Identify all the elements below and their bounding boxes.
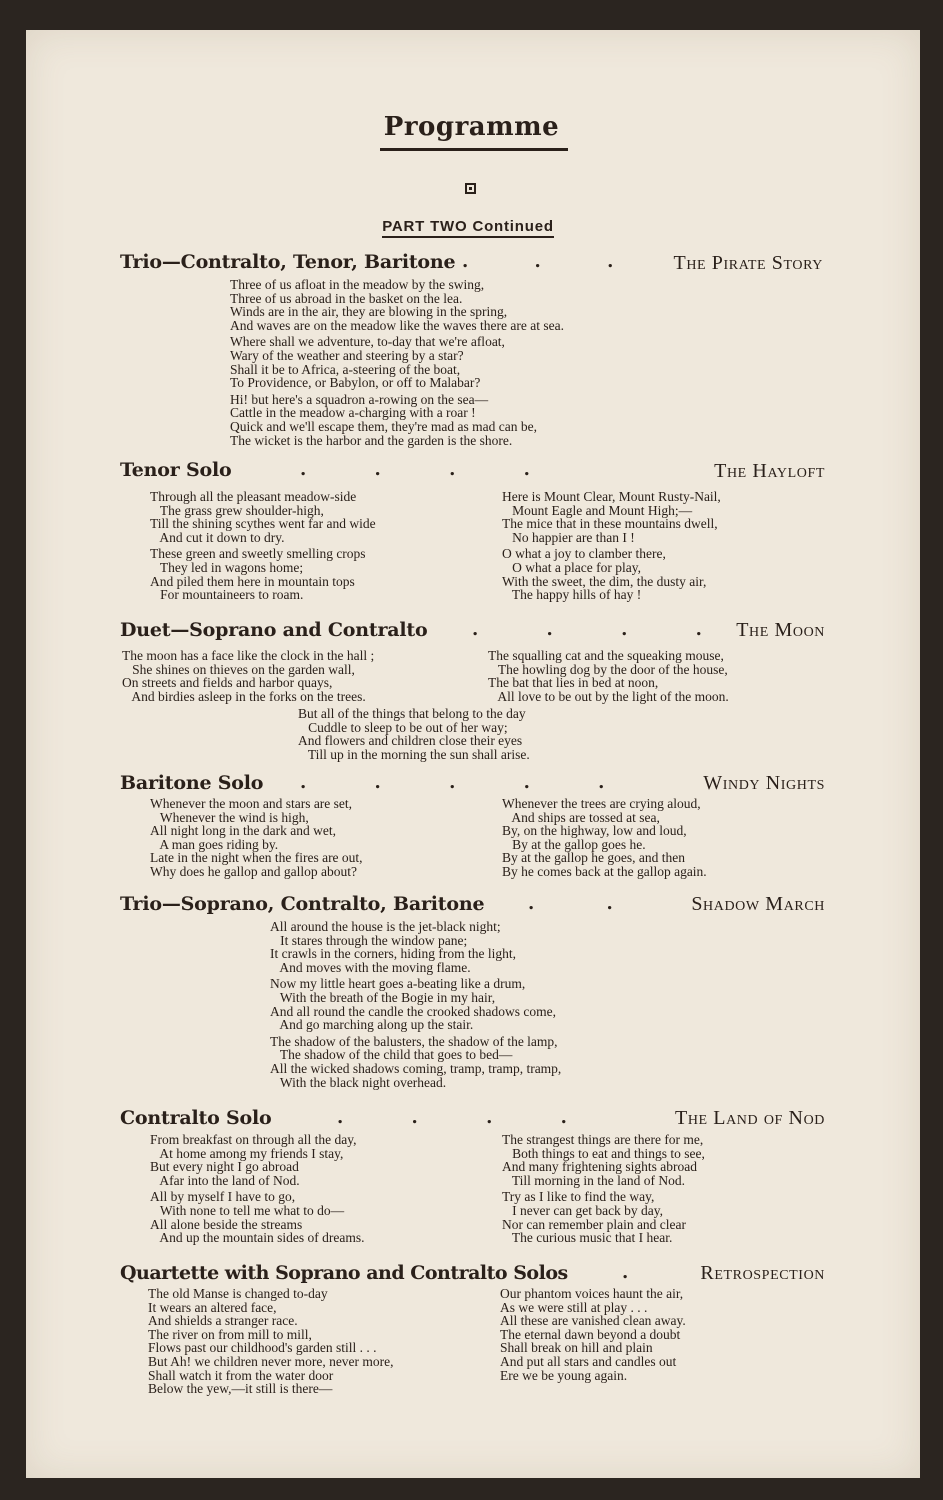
verse-block	[230, 278, 564, 447]
verse-line: O what a place for play,	[502, 559, 641, 575]
verse-line: The old Manse is changed to-day	[148, 1286, 328, 1301]
verse-line: And waves are on the meadow like the waves there are at sea.	[230, 317, 564, 333]
verse-line: And all round the candle the crooked shadows come,	[270, 1003, 557, 1019]
verse-line: I never can get back by day,	[502, 1202, 664, 1218]
verse-line: All these are vanished clean away.	[500, 1313, 686, 1329]
piece-title: The Land of Nod	[675, 1107, 825, 1129]
verse-line: All the wicked shadows coming, tramp, tramp, tramp,	[270, 1060, 562, 1076]
verse-right-column	[502, 490, 721, 602]
verse-line: All love to be out by the light of the moon.	[488, 688, 729, 704]
verse-line: Shall break on hill and plain	[500, 1340, 653, 1356]
verse-line: At home among my friends I stay,	[150, 1145, 344, 1161]
verse-right-column	[488, 649, 729, 703]
verse-line: Flows past our childhood's garden still . . .	[148, 1340, 377, 1356]
verse-line: Shall watch it from the water door	[148, 1367, 334, 1383]
piece-title: Windy Nights	[703, 772, 825, 794]
verse-left-column	[122, 649, 374, 703]
verse-center-block	[298, 707, 530, 761]
verse-line: Try as I like to find the way,	[502, 1189, 655, 1205]
verse-line: And put all stars and candles out	[500, 1353, 677, 1369]
verse-line: Whenever the wind is high,	[150, 809, 309, 825]
verse-line: With the sweet, the dim, the dusty air,	[502, 573, 707, 589]
verse-line: And up the mountain sides of dreams.	[150, 1230, 365, 1246]
piece-voices: Quartette with Soprano and Contralto Solos	[120, 1262, 568, 1284]
verse-line: And many frightening sights abroad	[502, 1159, 697, 1175]
verse-line: The eternal dawn beyond a doubt	[500, 1326, 681, 1342]
verse-line: The moon has a face like the clock in the hall ;	[122, 648, 375, 663]
piece-voices: Trio—Contralto, Tenor, Baritone	[120, 251, 456, 273]
leader-dots: . . . .	[472, 619, 702, 640]
verse-line: On streets and fields and harbor quays,	[122, 675, 333, 691]
verse-line: And go marching along up the stair.	[270, 1017, 474, 1033]
verse-line: Cuddle to sleep to be out of her way;	[298, 719, 508, 735]
piece-voices: Trio—Soprano, Contralto, Baritone	[120, 893, 485, 915]
verse-line: The river on from mill to mill,	[148, 1326, 312, 1342]
verse-line: Three of us afloat in the meadow by the swing,	[230, 277, 485, 292]
piece-title: Shadow March	[691, 893, 825, 915]
leader-dots: . .	[528, 893, 613, 914]
piece-voices: Duet—Soprano and Contralto	[120, 619, 428, 641]
verse-line: But all of the things that belong to the day	[298, 706, 526, 721]
verse-line: Whenever the moon and stars are set,	[150, 796, 353, 811]
verse-line: And moves with the moving flame.	[270, 959, 471, 975]
verse-right-column	[502, 1133, 705, 1245]
verse-line: A man goes riding by.	[150, 836, 279, 852]
verse-line: Below the yew,—it still is there—	[148, 1381, 333, 1397]
verse-line: All by myself I have to go,	[150, 1189, 296, 1205]
verse-line: And piled them here in mountain tops	[150, 573, 355, 589]
verse-line: The wicket is the harbor and the garden is the shore.	[230, 432, 513, 448]
leader-dots: .	[622, 1262, 629, 1283]
verse-line: And ships are tossed at sea,	[502, 809, 660, 825]
verse-line: The squalling cat and the squeaking mouse,	[488, 648, 724, 663]
verse-block	[270, 920, 561, 1089]
verse-line: Shall it be to Africa, a-steering of the boat,	[230, 361, 461, 377]
verse-line: Quick and we'll escape them, they're mad as mad can be,	[230, 418, 537, 434]
verse-line: With the breath of the Bogie in my hair,	[270, 989, 496, 1005]
verse-line: By, on the highway, low and loud,	[502, 823, 687, 839]
square-ornament-icon	[465, 183, 476, 194]
leader-dots: . . . .	[337, 1107, 567, 1128]
verse-line: It wears an altered face,	[148, 1299, 277, 1315]
verse-left-column	[150, 797, 363, 879]
piece-title: Retrospection	[700, 1262, 825, 1284]
verse-line: From breakfast on through all the day,	[150, 1132, 357, 1147]
piece-voices: Contralto Solo	[120, 1107, 272, 1129]
verse-line: By he comes back at the gallop again.	[502, 863, 707, 879]
verse-line: The howling dog by the door of the house,	[488, 661, 728, 677]
verse-line: Nor can remember plain and clear	[502, 1216, 687, 1232]
piece-title: The Hayloft	[714, 460, 825, 482]
verse-line: By at the gallop he goes, and then	[502, 850, 685, 866]
verse-line: Cattle in the meadow a-charging with a roar !	[230, 405, 476, 421]
verse-line: And cut it down to dry.	[150, 529, 285, 545]
verse-line: Three of us abroad in the basket on the lea.	[230, 290, 463, 306]
verse-left-column	[150, 490, 376, 602]
verse-line: Till up in the morning the sun shall arise.	[298, 746, 530, 762]
verse-line: Why does he gallop and gallop about?	[150, 863, 357, 879]
title-underline	[380, 148, 568, 151]
verse-line: Mount Eagle and Mount High;—	[502, 502, 693, 518]
piece-voices: Tenor Solo	[120, 459, 232, 481]
verse-line: With the black night overhead.	[270, 1074, 447, 1090]
verse-line: The mice that in these mountains dwell,	[502, 516, 718, 532]
verse-line: All night long in the dark and wet,	[150, 823, 336, 839]
verse-line: But Ah! we children never more, never more,	[148, 1353, 394, 1369]
verse-line: And birdies asleep in the forks on the trees.	[122, 688, 366, 704]
verse-line: They led in wagons home;	[150, 559, 304, 575]
piece-title: The Moon	[736, 619, 825, 641]
verse-line: And flowers and children close their eyes	[298, 733, 523, 749]
verse-line: Till the shining scythes went far and wide	[150, 516, 376, 532]
verse-line: Ere we be young again.	[500, 1367, 628, 1383]
verse-line: By at the gallop goes he.	[502, 836, 646, 852]
verse-line: Here is Mount Clear, Mount Rusty-Nail,	[502, 489, 721, 504]
verse-line: Late in the night when the fires are out,	[150, 850, 363, 866]
verse-line: Where shall we adventure, to-day that we're afloat,	[230, 334, 505, 350]
verse-line: The strangest things are there for me,	[502, 1132, 704, 1147]
verse-line: Now my little heart goes a-beating like a drum,	[270, 976, 526, 992]
verse-line: It stares through the window pane;	[270, 932, 468, 948]
piece-voices: Baritone Solo	[120, 772, 264, 794]
verse-line: And shields a stranger race.	[148, 1313, 298, 1329]
leader-dots: . . .	[462, 251, 614, 272]
verse-line: Our phantom voices haunt the air,	[500, 1286, 684, 1301]
piece-title: The Pirate Story	[673, 252, 823, 274]
verse-line: It crawls in the corners, hiding from the light,	[270, 946, 516, 962]
verse-line: The shadow of the balusters, the shadow of the lamp,	[270, 1033, 558, 1049]
verse-line: These green and sweetly smelling crops	[150, 546, 366, 562]
verse-line: But every night I go abroad	[150, 1159, 299, 1175]
verse-line: The grass grew shoulder-high,	[150, 502, 324, 518]
leader-dots: . . . .	[300, 459, 530, 480]
leader-dots: . . . . .	[300, 772, 605, 793]
verse-left-column	[150, 1133, 364, 1245]
verse-line: Winds are in the air, they are blowing in the spring,	[230, 304, 508, 320]
verse-line: O what a joy to clamber there,	[502, 546, 666, 562]
verse-line: Till morning in the land of Nod.	[502, 1172, 686, 1188]
verse-line: To Providence, or Babylon, or off to Malabar?	[230, 375, 481, 391]
verse-line: No happier are than I !	[502, 529, 635, 545]
verse-line: The curious music that I hear.	[502, 1230, 673, 1246]
verse-line: Afar into the land of Nod.	[150, 1172, 300, 1188]
part-heading: PART TWO Continued	[0, 218, 936, 235]
verse-line: All alone beside the streams	[150, 1216, 303, 1232]
verse-line: Wary of the weather and steering by a star?	[230, 347, 464, 363]
verse-line: The bat that lies in bed at noon,	[488, 675, 659, 691]
verse-line: Through all the pleasant meadow-side	[150, 489, 357, 504]
verse-line: As we were still at play . . .	[500, 1299, 648, 1315]
page-title: Programme	[383, 112, 560, 142]
verse-left-column	[148, 1287, 394, 1396]
verse-right-column	[502, 797, 707, 879]
verse-line: The shadow of the child that goes to bed—	[270, 1047, 513, 1063]
verse-line: The happy hills of hay !	[502, 587, 642, 603]
verse-line: All around the house is the jet-black night;	[270, 919, 501, 934]
verse-right-column	[500, 1287, 686, 1382]
verse-line: Hi! but here's a squadron a-rowing on the sea—	[230, 391, 489, 407]
verse-line: For mountaineers to roam.	[150, 587, 304, 603]
verse-line: Both things to eat and things to see,	[502, 1145, 705, 1161]
verse-line: Whenever the trees are crying aloud,	[502, 796, 701, 811]
verse-line: With none to tell me what to do—	[150, 1202, 345, 1218]
verse-line: She shines on thieves on the garden wall,	[122, 661, 355, 677]
